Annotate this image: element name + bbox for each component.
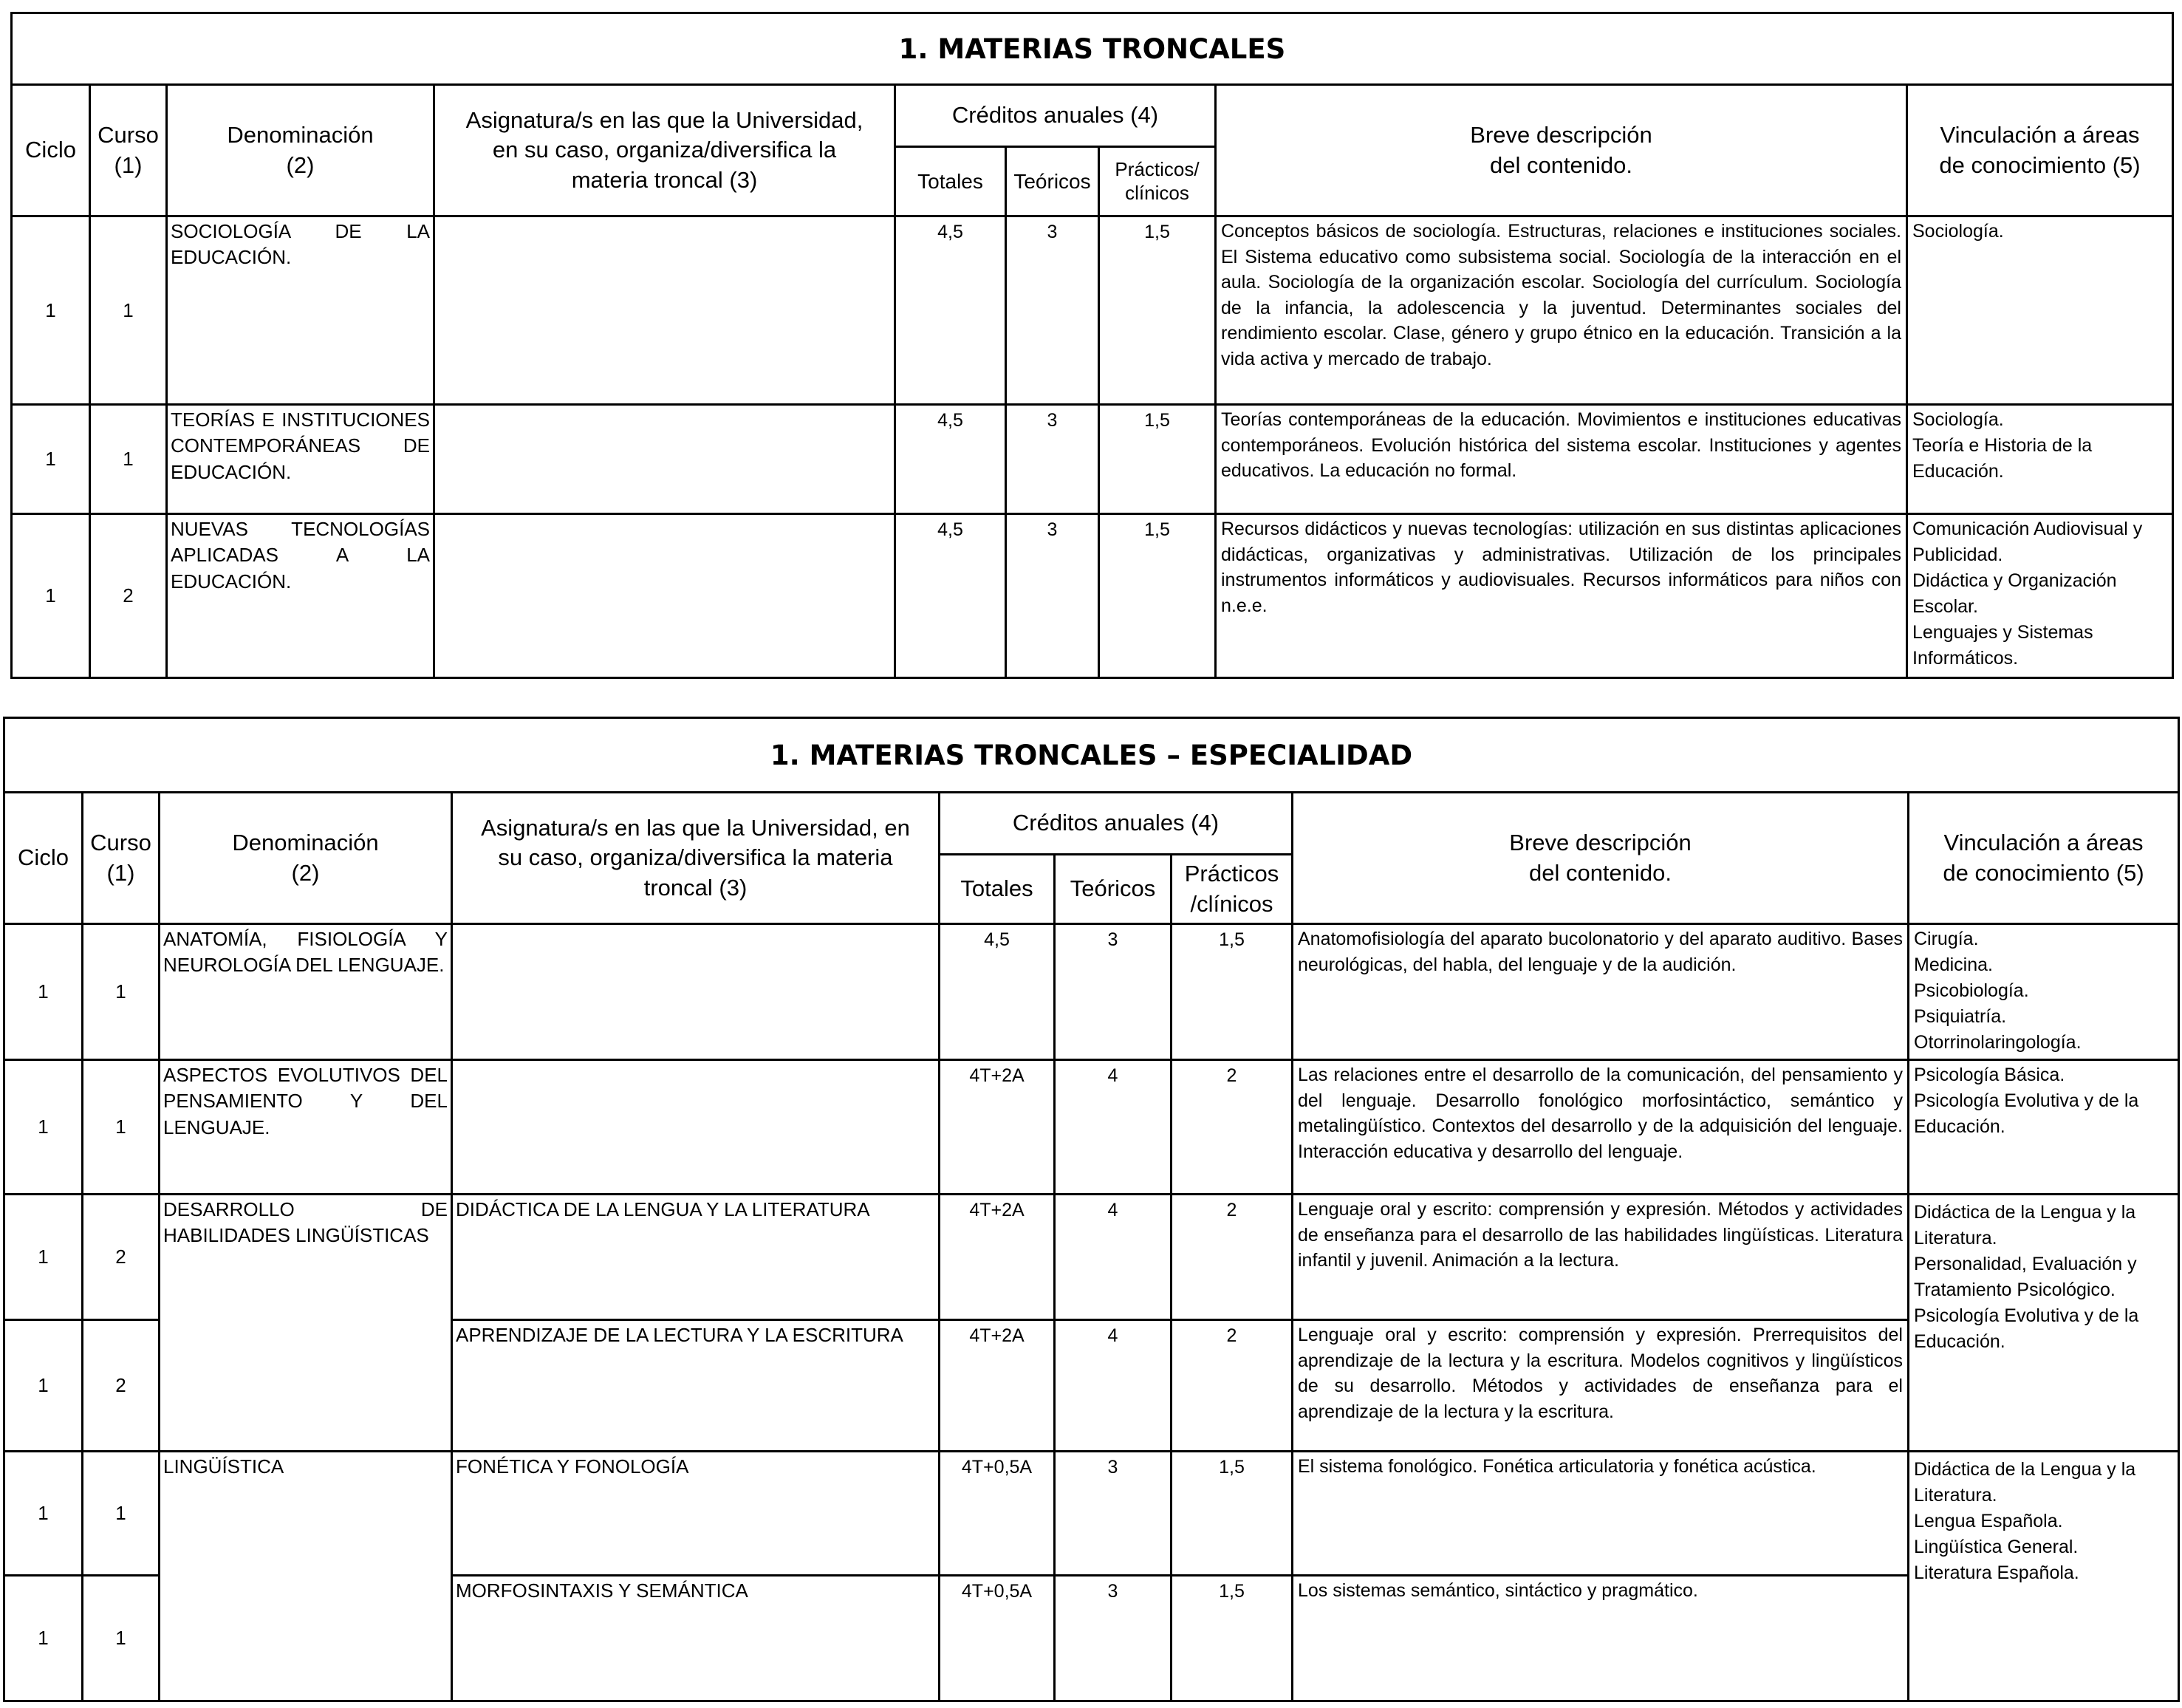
descripcion-cell: Conceptos básicos de sociología. Estructuras, relaciones e instituciones sociales. El Sistema educativo como subsistema social. Sociología de la interacción en el aula. Sociología de la organización escolar. Sociología del currículum. Sociología de la infancia, la adolescencia y la juventud. Determinantes sociales del rendimiento escolar. Clase, género y grupo étnico en la educación. Transición a la vida activa y mercado de trabajo.	[1216, 216, 1907, 405]
practicos-cell: 1,5	[1099, 514, 1216, 678]
asignatura-cell	[434, 405, 895, 514]
curso-cell: 2	[83, 1320, 160, 1452]
header-teoricos: Teóricos	[1055, 855, 1172, 924]
header-vinculacion: Vinculación a áreas de conocimiento (5)	[1909, 793, 2179, 924]
practicos-cell: 1,5	[1172, 1452, 1293, 1576]
header-practicos: Prácticos/ clínicos	[1099, 147, 1216, 216]
area-item: Psiquiatría.	[1914, 1006, 2007, 1027]
areas-cell	[1907, 216, 2173, 405]
curso-cell: 1	[83, 924, 160, 1060]
descripcion-cell: Recursos didácticos y nuevas tecnologías: utilización en sus distintas aplicaciones didácticas, organizativas y administrativas. Utilización de los principales instrumentos informáticos y audiovisuales. Recursos informáticos para niños con n.e.e.	[1216, 514, 1907, 678]
header-totales: Totales	[940, 855, 1055, 924]
table-row	[12, 405, 2173, 514]
practicos-cell: 2	[1172, 1320, 1293, 1452]
teoricos-cell: 4	[1055, 1195, 1172, 1320]
totales-cell: 4T+0,5A	[940, 1576, 1055, 1701]
teoricos-cell: 3	[1055, 1576, 1172, 1701]
totales-cell: 4T+2A	[940, 1320, 1055, 1452]
asignatura-cell: DIDÁCTICA DE LA LENGUA Y LA LITERATURA	[452, 1195, 940, 1320]
header-totales: Totales	[895, 147, 1006, 216]
materias-troncales-especialidad-table	[3, 717, 2180, 1702]
area-item: Didáctica de la Lengua y la Literatura.	[1914, 1459, 2136, 1506]
area-item: Comunicación Audiovisual y Publicidad.	[1912, 519, 2143, 565]
teoricos-cell: 4	[1055, 1060, 1172, 1195]
descripcion-cell: Las relaciones entre el desarrollo de la comunicación, del pensamiento y del lenguaje. Desarrollo fonológico morfosintáctico, semántico y metalingüístico. Contextos del desarrollo y de la adquisición del lenguaje. Interacción educativa y desarrollo del lenguaje.	[1293, 1060, 1909, 1195]
area-item: Personalidad, Evaluación y Tratamiento Psicológico.	[1914, 1254, 2137, 1300]
ciclo-cell: 1	[4, 924, 83, 1060]
header-denominacion: Denominación (2)	[167, 85, 434, 216]
denominacion-cell: LINGÜÍSTICA	[160, 1452, 452, 1701]
area-item: Literatura Española.	[1914, 1562, 2079, 1583]
table-row	[4, 1452, 2179, 1576]
teoricos-cell: 3	[1006, 216, 1099, 405]
descripcion-cell: El sistema fonológico. Fonética articulatoria y fonética acústica.	[1293, 1452, 1909, 1576]
descripcion-cell: Teorías contemporáneas de la educación. Movimientos e instituciones educativas contemporáneos. Evolución histórica del sistema escolar. Instituciones y agentes educativos. La educación no formal.	[1216, 405, 1907, 514]
section-title: 1. MATERIAS TRONCALES	[12, 13, 2173, 85]
curso-cell: 1	[83, 1576, 160, 1701]
area-item: Didáctica y Organización Escolar.	[1912, 570, 2117, 617]
denominacion-cell: SOCIOLOGÍA DE LA EDUCACIÓN.	[167, 216, 434, 405]
asignatura-cell: FONÉTICA Y FONOLOGÍA	[452, 1452, 940, 1576]
areas-cell	[1909, 1452, 2179, 1701]
table-row	[4, 924, 2179, 1060]
descripcion-cell: Los sistemas semántico, sintáctico y pragmático.	[1293, 1576, 1909, 1701]
totales-cell: 4,5	[940, 924, 1055, 1060]
header-asignatura: Asignatura/s en las que la Universidad, en su caso, organiza/diversifica la materia troncal (3)	[434, 85, 895, 216]
denominacion-cell: ASPECTOS EVOLUTIVOS DEL PENSAMIENTO Y DEL LENGUAJE.	[160, 1060, 452, 1195]
header-curso: Curso (1)	[83, 793, 160, 924]
ciclo-cell: 1	[12, 216, 90, 405]
ciclo-cell: 1	[4, 1576, 83, 1701]
materias-troncales-table	[10, 12, 2174, 679]
header-creditos: Créditos anuales (4)	[895, 85, 1216, 147]
teoricos-cell: 3	[1006, 514, 1099, 678]
header-practicos: Prácticos /clínicos	[1172, 855, 1293, 924]
area-item: Medicina.	[1914, 954, 1993, 975]
ciclo-cell: 1	[12, 514, 90, 678]
asignatura-cell: APRENDIZAJE DE LA LECTURA Y LA ESCRITURA	[452, 1320, 940, 1452]
totales-cell: 4T+2A	[940, 1195, 1055, 1320]
header-denominacion: Denominación (2)	[160, 793, 452, 924]
areas-cell	[1909, 1195, 2179, 1452]
area-item: Psicobiología.	[1914, 980, 2029, 1001]
curso-cell: 1	[90, 216, 167, 405]
table-row	[12, 216, 2173, 405]
area-item: Lingüística General.	[1914, 1537, 2079, 1557]
header-teoricos: Teóricos	[1006, 147, 1099, 216]
asignatura-cell	[452, 924, 940, 1060]
teoricos-cell: 3	[1055, 924, 1172, 1060]
header-ciclo: Ciclo	[12, 85, 90, 216]
area-item: Psicología Evolutiva y de la Educación.	[1914, 1305, 2139, 1352]
curso-cell: 1	[90, 405, 167, 514]
denominacion-cell: DESARROLLO DE HABILIDADES LINGÜÍSTICAS	[160, 1195, 452, 1452]
area-item: Lengua Española.	[1914, 1511, 2063, 1531]
practicos-cell: 1,5	[1099, 216, 1216, 405]
ciclo-cell: 1	[4, 1320, 83, 1452]
curso-cell: 2	[83, 1195, 160, 1320]
areas-cell	[1909, 1060, 2179, 1195]
area-item: Cirugía.	[1914, 929, 1979, 949]
ciclo-cell: 1	[4, 1060, 83, 1195]
table-row	[4, 1060, 2179, 1195]
curso-cell: 2	[90, 514, 167, 678]
totales-cell: 4T+2A	[940, 1060, 1055, 1195]
practicos-cell: 1,5	[1172, 924, 1293, 1060]
totales-cell: 4T+0,5A	[940, 1452, 1055, 1576]
area-item: Psicología Básica.	[1914, 1065, 2065, 1085]
area-item: Didáctica de la Lengua y la Literatura.	[1914, 1202, 2136, 1248]
descripcion-cell: Anatomofisiología del aparato bucolonatorio y del aparato auditivo. Bases neurológicas, del habla, del lenguaje y de la audición.	[1293, 924, 1909, 1060]
practicos-cell: 1,5	[1172, 1576, 1293, 1701]
teoricos-cell: 3	[1006, 405, 1099, 514]
asignatura-cell	[452, 1060, 940, 1195]
curso-cell: 1	[83, 1452, 160, 1576]
practicos-cell: 1,5	[1099, 405, 1216, 514]
table-row	[12, 514, 2173, 678]
totales-cell: 4,5	[895, 405, 1006, 514]
ciclo-cell: 1	[4, 1452, 83, 1576]
asignatura-cell	[434, 514, 895, 678]
header-curso: Curso (1)	[90, 85, 167, 216]
practicos-cell: 2	[1172, 1195, 1293, 1320]
descripcion-cell: Lenguaje oral y escrito: comprensión y expresión. Métodos y actividades de enseñanza para el desarrollo de las habilidades lingüísticas. Literatura infantil y juvenil. Animación a la lectura.	[1293, 1195, 1909, 1320]
asignatura-cell: MORFOSINTAXIS Y SEMÁNTICA	[452, 1576, 940, 1701]
area-item: Otorrinolaringología.	[1914, 1032, 2082, 1053]
areas-cell	[1907, 514, 2173, 678]
descripcion-cell: Lenguaje oral y escrito: comprensión y expresión. Prerrequisitos del aprendizaje de la lectura y la escritura. Modelos cognitivos y lingüísticos de su desarrollo. Métodos y actividades de enseñanza para el aprendizaje de la lectura y la escritura.	[1293, 1320, 1909, 1452]
teoricos-cell: 4	[1055, 1320, 1172, 1452]
header-descripcion: Breve descripción del contenido.	[1216, 85, 1907, 216]
practicos-cell: 2	[1172, 1060, 1293, 1195]
area-item: Sociología.	[1912, 221, 2004, 242]
area-item: Psicología Evolutiva y de la Educación.	[1914, 1090, 2139, 1137]
area-item: Lenguajes y Sistemas Informáticos.	[1912, 622, 2093, 669]
header-vinculacion: Vinculación a áreas de conocimiento (5)	[1907, 85, 2173, 216]
header-asignatura: Asignatura/s en las que la Universidad, en su caso, organiza/diversifica la materia troncal (3)	[452, 793, 940, 924]
area-item: Teoría e Historia de la Educación.	[1912, 435, 2093, 482]
header-ciclo: Ciclo	[4, 793, 83, 924]
area-item: Sociología.	[1912, 409, 2004, 430]
teoricos-cell: 3	[1055, 1452, 1172, 1576]
denominacion-cell: NUEVAS TECNOLOGÍAS APLICADAS A LA EDUCACIÓN.	[167, 514, 434, 678]
areas-cell	[1909, 924, 2179, 1060]
curso-cell: 1	[83, 1060, 160, 1195]
header-descripcion: Breve descripción del contenido.	[1293, 793, 1909, 924]
ciclo-cell: 1	[4, 1195, 83, 1320]
denominacion-cell: ANATOMÍA, FISIOLOGÍA Y NEUROLOGÍA DEL LENGUAJE.	[160, 924, 452, 1060]
areas-cell	[1907, 405, 2173, 514]
ciclo-cell: 1	[12, 405, 90, 514]
header-creditos: Créditos anuales (4)	[940, 793, 1293, 855]
section-title: 1. MATERIAS TRONCALES – ESPECIALIDAD	[4, 718, 2179, 793]
totales-cell: 4,5	[895, 514, 1006, 678]
table-row	[4, 1195, 2179, 1320]
asignatura-cell	[434, 216, 895, 405]
denominacion-cell: TEORÍAS E INSTITUCIONES CONTEMPORÁNEAS DE EDUCACIÓN.	[167, 405, 434, 514]
totales-cell: 4,5	[895, 216, 1006, 405]
